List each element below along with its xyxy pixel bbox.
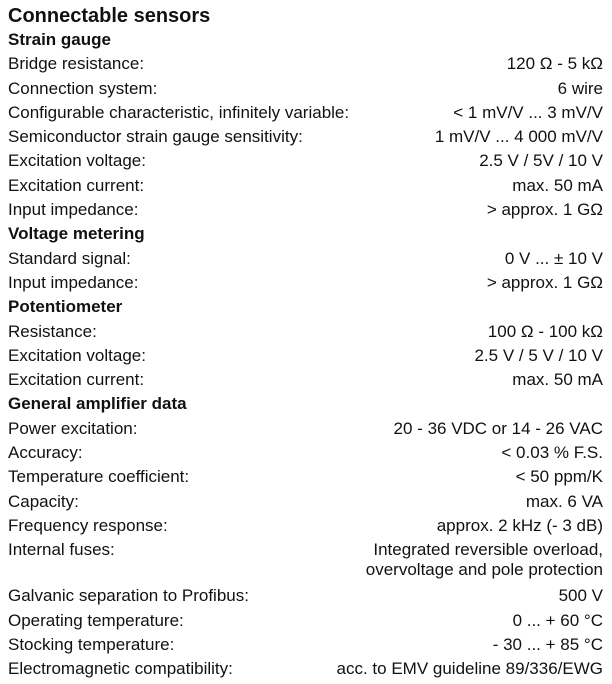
spec-value-multiline [366, 538, 603, 580]
spec-label: Frequency response: [8, 515, 168, 535]
spec-label: Internal fuses: [8, 540, 115, 560]
section-heading: Voltage metering [8, 224, 145, 244]
spec-label: Excitation current: [8, 370, 145, 390]
spec-value: approx. 2 kHz (- 3 dB) [436, 515, 603, 535]
spec-row-power-excitation [8, 417, 603, 441]
spec-value: > approx. 1 GΩ [486, 272, 603, 292]
section-heading: Strain gauge [8, 30, 111, 49]
spec-label: Configurable characteristic, infinitely variable: [8, 102, 350, 122]
section-potentiometer [8, 295, 603, 392]
spec-row-bridge-resistance [8, 52, 603, 76]
spec-value: - 30 ... + 85 °C [492, 634, 603, 654]
section-voltage-metering [8, 222, 603, 295]
spec-value: 6 wire [557, 78, 603, 98]
section-heading: Potentiometer [8, 297, 123, 317]
spec-label: Excitation voltage: [8, 345, 146, 365]
spec-row-accuracy [8, 441, 603, 465]
spec-row-galvanic-separation [8, 584, 603, 608]
spec-value-line: Integrated reversible overload, [373, 540, 603, 560]
spec-value: < 1 mV/V ... 3 mV/V [453, 102, 603, 122]
spec-row-semiconductor-sensitivity [8, 125, 603, 149]
spec-value: 500 V [558, 586, 603, 606]
spec-label: Connection system: [8, 78, 158, 98]
spec-value-line: overvoltage and pole protection [365, 560, 603, 580]
spec-value: max. 6 VA [525, 491, 603, 511]
spec-value: acc. to EMV guideline 89/336/EWG [336, 659, 603, 679]
spec-row-configurable-characteristic [8, 101, 603, 125]
spec-label: Input impedance: [8, 200, 139, 220]
spec-value: 2.5 V / 5 V / 10 V [474, 345, 603, 365]
section-general-amplifier-data [8, 392, 603, 681]
spec-row-standard-signal [8, 247, 603, 271]
spec-label: Stocking temperature: [8, 634, 175, 654]
spec-value: 2.5 V / 5V / 10 V [479, 151, 603, 171]
spec-value: 0 ... + 60 °C [512, 610, 603, 630]
spec-label: Semiconductor strain gauge sensitivity: [8, 127, 303, 147]
spec-label: Standard signal: [8, 248, 131, 268]
spec-row-internal-fuses [8, 538, 603, 580]
section-heading: General amplifier data [8, 394, 187, 414]
spec-value: 120 Ω - 5 kΩ [506, 54, 603, 74]
spec-label: Input impedance: [8, 272, 139, 292]
spec-row-excitation-voltage [8, 149, 603, 173]
spec-label: Temperature coefficient: [8, 467, 190, 487]
spec-value: > approx. 1 GΩ [486, 200, 603, 220]
spec-label: Resistance: [8, 321, 97, 341]
spec-row-frequency-response [8, 514, 603, 538]
spec-value: 20 - 36 VDC or 14 - 26 VAC [393, 418, 603, 438]
spec-label: Capacity: [8, 491, 79, 511]
spec-row-input-impedance [8, 271, 603, 295]
spec-label: Operating temperature: [8, 610, 184, 630]
spec-row-operating-temperature [8, 609, 603, 633]
spec-label: Electromagnetic compatibility: [8, 659, 233, 679]
spec-row-capacity [8, 490, 603, 514]
spec-label: Power excitation: [8, 418, 138, 438]
spec-value: < 50 ppm/K [515, 467, 603, 487]
spec-row-resistance [8, 320, 603, 344]
spec-row-stocking-temperature [8, 633, 603, 657]
spec-label: Bridge resistance: [8, 54, 145, 74]
spec-row-connection-system [8, 77, 603, 101]
spec-row-excitation-current [8, 368, 603, 392]
spec-value: 0 V ... ± 10 V [504, 248, 603, 268]
spec-label: Galvanic separation to Profibus: [8, 586, 249, 606]
page-title: Connectable sensors [8, 5, 211, 27]
spec-row-input-impedance [8, 198, 603, 222]
spec-value: 100 Ω - 100 kΩ [487, 321, 603, 341]
spec-value: 1 mV/V ... 4 000 mV/V [434, 127, 603, 147]
spec-label: Accuracy: [8, 443, 83, 463]
spec-value: < 0.03 % F.S. [501, 443, 603, 463]
spec-label: Excitation current: [8, 175, 145, 195]
section-strain-gauge [8, 28, 603, 222]
spec-row-excitation-voltage [8, 344, 603, 368]
spec-row-excitation-current [8, 174, 603, 198]
spec-row-electromagnetic-compatibility [8, 657, 603, 681]
spec-row-temperature-coefficient [8, 465, 603, 489]
spec-value: max. 50 mA [512, 175, 603, 195]
spec-label: Excitation voltage: [8, 151, 146, 171]
spec-value: max. 50 mA [512, 370, 603, 390]
